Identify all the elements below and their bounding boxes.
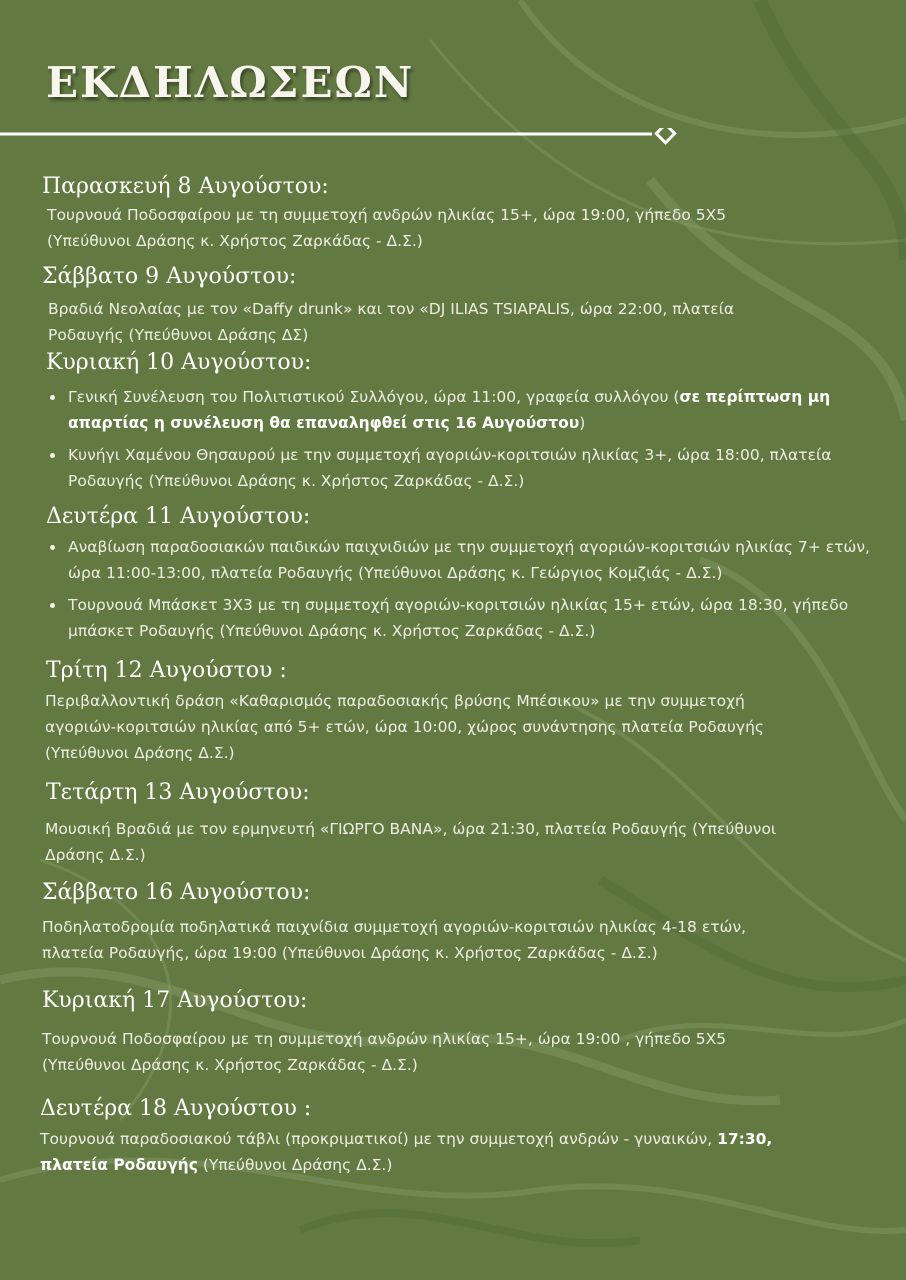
description-line: Τουρνουά Ποδοσφαίρου με τη συμμετοχή ανδρών ηλικίας 15+, ώρα 19:00 , γήπεδο 5Χ5: [42, 1030, 727, 1048]
event-day-heading: Τρίτη 12 Αυγούστου :: [46, 658, 287, 683]
list-item: Κυνήγι Χαμένου Θησαυρού με την συμμετοχή αγοριών-κοριτσιών ηλικίας 3+, ώρα 18:00, πλατεία Ροδαυγής (Υπεύθυνοι Δράσης κ. Χρήστος Ζαρκάδας - Δ.Σ.): [50, 442, 870, 494]
event-bullet-list: [50, 534, 870, 650]
event-day-heading: Σάββατο 9 Αυγούστου:: [42, 264, 297, 289]
event-description: [47, 202, 867, 254]
description-line: Βραδιά Νεολαίας με τον «Daffy drunk» και τον «DJ ILIAS TSIAPALIS, ώρα 22:00, πλατεία: [48, 300, 735, 318]
event-day-heading: Παρασκευή 8 Αυγούστου:: [42, 174, 329, 199]
list-item: Γενική Συνέλευση του Πολιτιστικού Συλλόγου, ώρα 11:00, γραφεία συλλόγου (σε περίπτωση μη απαρτίας η συνέλευση θα επαναληφθεί στις 16 Αυγούστου): [50, 384, 870, 436]
description-line: (Υπεύθυνοι Δράσης κ. Χρήστος Ζαρκάδας - Δ.Σ.): [47, 232, 423, 250]
description-line: πλατεία Ροδαυγής, ώρα 19:00 (Υπεύθυνοι Δράσης κ. Χρήστος Ζαρκάδας - Δ.Σ.): [42, 944, 658, 962]
event-description: [45, 816, 865, 868]
page-title: ΕΚΔΗΛΩΣΕΩΝ: [46, 58, 415, 107]
event-day-heading: Τετάρτη 13 Αυγούστου:: [46, 780, 310, 805]
event-day-heading: Κυριακή 17 Αυγούστου:: [42, 988, 308, 1013]
list-item: Αναβίωση παραδοσιακών παιδικών παιχνιδιών με την συμμετοχή αγοριών-κοριτσιών ηλικίας 7+ ετών, ώρα 11:00-13:00, πλατεία Ροδαυγής (Υπεύθυνοι Δράσης κ. Γεώργιος Κομζιάς - Δ.Σ.): [50, 534, 870, 586]
description-line: Ροδαυγής (Υπεύθυνοι Δράσης ΔΣ): [48, 326, 309, 344]
description-line: Τουρνουά Ποδοσφαίρου με τη συμμετοχή ανδρών ηλικίας 15+, ώρα 19:00, γήπεδο 5Χ5: [47, 206, 727, 224]
description-line: (Υπεύθυνοι Δράσης κ. Χρήστος Ζαρκάδας - Δ.Σ.): [42, 1056, 418, 1074]
description-line: Ποδηλατοδρομία ποδηλατικά παιχνίδια συμμετοχή αγοριών-κοριτσιών ηλικίας 4-18 ετών,: [42, 918, 747, 936]
description-line: Περιβαλλοντική δράση «Καθαρισμός παραδοσιακής βρύσης Μπέσικου» με την συμμετοχή: [45, 692, 745, 710]
description-line: Μουσική Βραδιά με τον ερμηνευτή «ΓΙΩΡΓΟ ΒΑΝΑ», ώρα 21:30, πλατεία Ροδαυγής (Υπεύθυνοι: [45, 820, 777, 838]
description-line: (Υπεύθυνοι Δράσης Δ.Σ.): [45, 744, 235, 762]
event-bullet-list: [50, 384, 870, 500]
list-item: Τουρνουά Μπάσκετ 3Χ3 με τη συμμετοχή αγοριών-κοριτσιών ηλικίας 15+ ετών, ώρα 18:30, γήπεδο μπάσκετ Ροδαυγής (Υπεύθυνοι Δράσης κ. Χρήστος Ζαρκάδας - Δ.Σ.): [50, 592, 870, 644]
description-line: πλατεία Ροδαυγής (Υπεύθυνοι Δράσης Δ.Σ.): [40, 1156, 393, 1174]
description-line: Τουρνουά παραδοσιακού τάβλι (προκριματικοί) με την συμμετοχή ανδρών - γυναικών, 17:30,: [40, 1130, 773, 1148]
description-line: αγοριών-κοριτσιών ηλικίας από 5+ ετών, ώρα 10:00, χώρος συνάντησης πλατεία Ροδαυγής: [45, 718, 764, 736]
event-description: [45, 688, 865, 766]
event-description: [48, 296, 868, 348]
event-day-heading: Δευτέρα 11 Αυγούστου:: [46, 504, 311, 529]
event-day-heading: Σάββατο 16 Αυγούστου:: [42, 880, 311, 905]
event-day-heading: Κυριακή 10 Αυγούστου:: [46, 350, 312, 375]
event-description: [42, 1026, 862, 1078]
event-description: [42, 914, 862, 966]
event-day-heading: Δευτέρα 18 Αυγούστου :: [40, 1096, 312, 1121]
event-description: [40, 1126, 860, 1178]
description-line: Δράσης Δ.Σ.): [45, 846, 146, 864]
